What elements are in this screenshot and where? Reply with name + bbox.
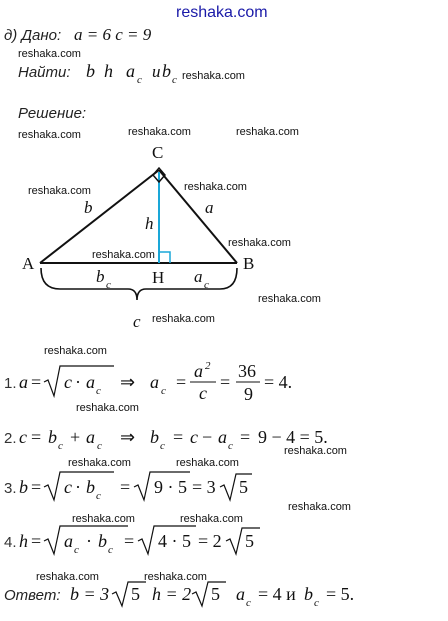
step-2 bbox=[4, 427, 328, 452]
svg-text:⇒: ⇒ bbox=[120, 372, 136, 392]
base-label: c bbox=[133, 312, 141, 331]
svg-text:b: b bbox=[19, 477, 28, 497]
watermark: reshaka.com bbox=[44, 345, 107, 357]
s2-result: 9 − 4 = 5. bbox=[258, 427, 328, 447]
svg-text:=: = bbox=[220, 372, 231, 392]
sqrt-sign bbox=[192, 582, 226, 606]
svg-text:=: = bbox=[176, 372, 187, 392]
svg-text:a: a bbox=[218, 427, 227, 447]
svg-text:=: = bbox=[120, 477, 131, 497]
vertex-a: A bbox=[22, 254, 35, 273]
svg-text:=: = bbox=[173, 427, 184, 447]
svg-text:c: c bbox=[19, 427, 27, 447]
svg-text:=: = bbox=[31, 372, 42, 392]
svg-text:c: c bbox=[161, 385, 166, 397]
svg-text:2: 2 bbox=[205, 360, 211, 372]
answer-b-radical: 5 bbox=[131, 584, 140, 604]
s1-numerator: 36 bbox=[238, 361, 256, 381]
svg-text:⇒: ⇒ bbox=[120, 427, 136, 447]
watermark: reshaka.com bbox=[182, 70, 245, 82]
svg-text:c: c bbox=[74, 544, 79, 556]
svg-text:·: · bbox=[75, 372, 81, 392]
vertex-h: H bbox=[152, 268, 165, 287]
svg-text:c: c bbox=[96, 385, 101, 397]
watermark: reshaka.com bbox=[176, 457, 239, 469]
find-ac: a bbox=[126, 61, 135, 81]
seg-b-sub: c bbox=[106, 279, 111, 291]
answer-h: h = 2 bbox=[152, 584, 192, 604]
watermark: reshaka.com bbox=[18, 129, 81, 141]
s3-radical: 5 bbox=[239, 477, 248, 497]
svg-text:+: + bbox=[70, 427, 81, 447]
seg-a-label: a bbox=[194, 267, 203, 286]
svg-text:a: a bbox=[150, 372, 159, 392]
seg-a-sub: c bbox=[204, 279, 209, 291]
svg-text:b: b bbox=[48, 427, 57, 447]
vertex-b: B bbox=[243, 254, 255, 273]
svg-text:c: c bbox=[108, 544, 113, 556]
given-values: a = 6 c = 9 bbox=[74, 25, 152, 44]
right-angle-mark-h bbox=[159, 252, 170, 263]
watermark: reshaka.com bbox=[284, 445, 347, 457]
svg-text:c: c bbox=[97, 440, 102, 452]
watermark: reshaka.com bbox=[92, 249, 155, 261]
vertex-c: C bbox=[152, 143, 164, 162]
step-number: 1. bbox=[4, 375, 17, 392]
find-bc: b bbox=[162, 61, 171, 81]
watermark: reshaka.com bbox=[180, 513, 243, 525]
svg-text:=: = bbox=[31, 427, 42, 447]
svg-text:a: a bbox=[19, 372, 28, 392]
find-and: и bbox=[152, 62, 161, 81]
svg-text:c: c bbox=[228, 440, 233, 452]
watermark: reshaka.com bbox=[184, 181, 247, 193]
svg-text:a: a bbox=[64, 531, 73, 551]
s4-radical: 5 bbox=[245, 531, 254, 551]
watermark: reshaka.com bbox=[28, 185, 91, 197]
find-bc-sub: c bbox=[172, 74, 177, 86]
s1-result: = 4. bbox=[264, 372, 293, 392]
answer-h-radical: 5 bbox=[211, 584, 220, 604]
side-a-label: a bbox=[205, 198, 214, 217]
svg-text:b: b bbox=[86, 477, 95, 497]
watermark: reshaka.com bbox=[72, 513, 135, 525]
sqrt-sign bbox=[112, 582, 146, 606]
svg-text:c: c bbox=[96, 490, 101, 502]
step-number: 3. bbox=[4, 480, 17, 497]
answer-bc-tail: = 5. bbox=[326, 584, 355, 604]
watermark: reshaka.com bbox=[128, 126, 191, 138]
watermark: reshaka.com bbox=[76, 402, 139, 414]
svg-text:c: c bbox=[160, 440, 165, 452]
answer-label: Ответ: bbox=[4, 587, 61, 604]
seg-b-label: b bbox=[96, 267, 105, 286]
step-3 bbox=[4, 472, 252, 502]
answer-ac-tail: = 4 и bbox=[258, 584, 296, 604]
s1-denominator: 9 bbox=[244, 384, 253, 404]
svg-text:c: c bbox=[64, 372, 72, 392]
svg-text:a: a bbox=[86, 427, 95, 447]
svg-text:=: = bbox=[240, 427, 251, 447]
step-4 bbox=[4, 526, 260, 556]
find-ac-sub: c bbox=[137, 74, 142, 86]
svg-text:h: h bbox=[19, 531, 28, 551]
solution-label: Решение: bbox=[18, 105, 87, 122]
watermark: reshaka.com bbox=[236, 126, 299, 138]
svg-text:a: a bbox=[194, 361, 203, 381]
watermark: reshaka.com bbox=[36, 571, 99, 583]
svg-text:c: c bbox=[64, 477, 72, 497]
watermark: reshaka.com bbox=[152, 313, 215, 325]
step-number: 4. bbox=[4, 534, 17, 551]
find-b: b bbox=[86, 61, 95, 81]
svg-text:a: a bbox=[86, 372, 95, 392]
answer-bc: b bbox=[304, 584, 313, 604]
s4-result: = 2 bbox=[198, 531, 222, 551]
svg-text:b: b bbox=[150, 427, 159, 447]
watermark: reshaka.com bbox=[288, 501, 351, 513]
svg-text:c: c bbox=[58, 440, 63, 452]
answer-line bbox=[4, 582, 354, 609]
s3-result: = 3 bbox=[192, 477, 216, 497]
s4-radicand: 4 · 5 bbox=[158, 531, 191, 551]
find-h: h bbox=[104, 61, 113, 81]
s3-radicand: 9 · 5 bbox=[154, 477, 187, 497]
height-label: h bbox=[145, 214, 154, 233]
answer-b: b = 3 bbox=[70, 584, 110, 604]
svg-text:−: − bbox=[202, 427, 213, 447]
svg-text:=: = bbox=[31, 477, 42, 497]
svg-text:=: = bbox=[31, 531, 42, 551]
svg-text:c: c bbox=[314, 597, 319, 609]
watermark: reshaka.com bbox=[18, 48, 81, 60]
step-number: 2. bbox=[4, 430, 17, 447]
step-1 bbox=[4, 360, 292, 404]
svg-text:c: c bbox=[199, 383, 207, 403]
watermark: reshaka.com bbox=[68, 457, 131, 469]
watermark: reshaka.com bbox=[258, 293, 321, 305]
find-label: Найти: bbox=[18, 64, 71, 81]
svg-text:·: · bbox=[86, 531, 92, 551]
svg-text:c: c bbox=[246, 597, 251, 609]
svg-text:b: b bbox=[98, 531, 107, 551]
watermark: reshaka.com bbox=[228, 237, 291, 249]
watermark: reshaka.com bbox=[144, 571, 207, 583]
svg-text:=: = bbox=[124, 531, 135, 551]
given-label: д) Дано: bbox=[4, 27, 62, 44]
svg-text:c: c bbox=[190, 427, 198, 447]
svg-text:·: · bbox=[75, 477, 81, 497]
answer-ac: a bbox=[236, 584, 245, 604]
side-b-label: b bbox=[84, 198, 93, 217]
site-header[interactable]: reshaka.com bbox=[176, 4, 268, 21]
sqrt-sign bbox=[226, 528, 260, 554]
